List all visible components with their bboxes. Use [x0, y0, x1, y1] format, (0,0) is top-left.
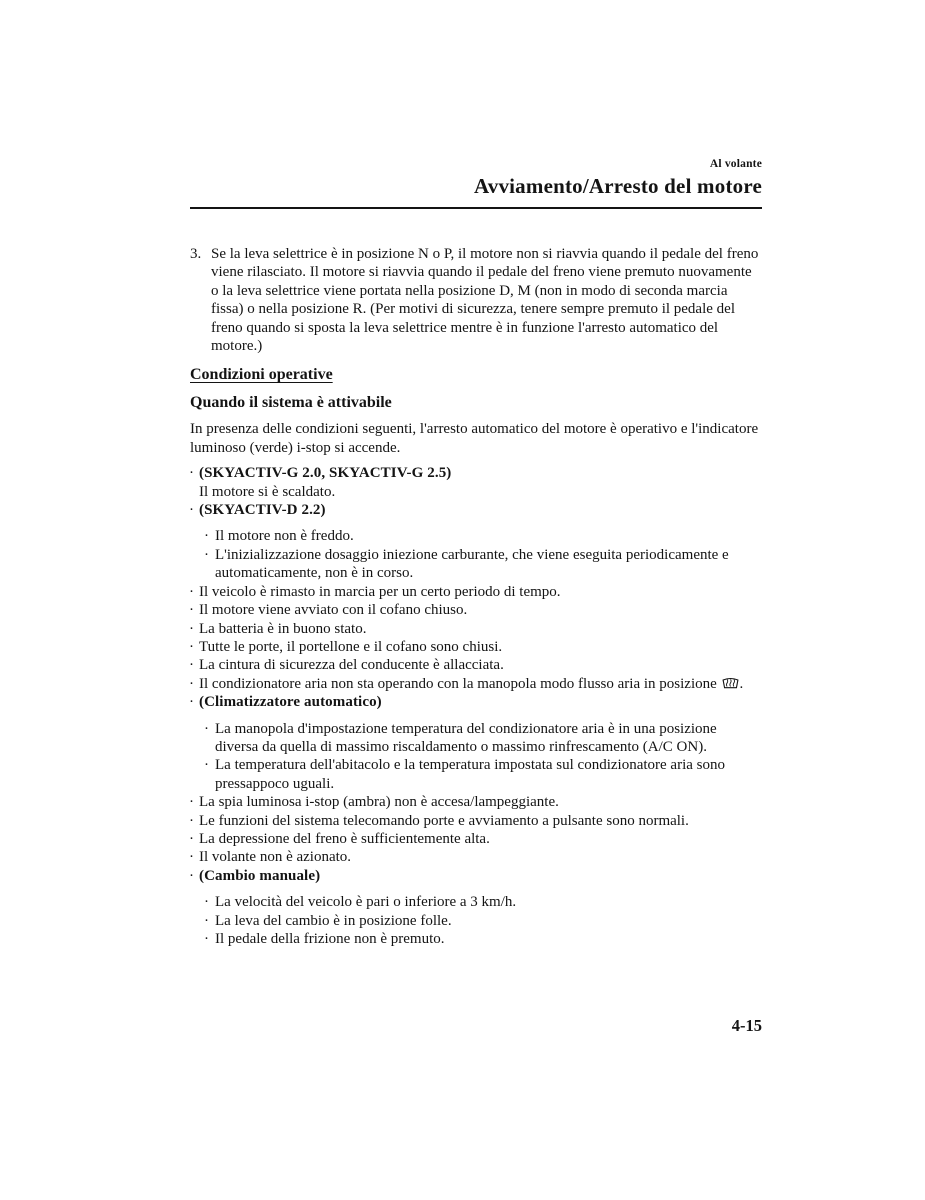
page-content: [190, 157, 762, 948]
condition-item: · La depressione del freno è sufficientemente alta.: [190, 830, 762, 848]
windshield-defrost-icon: [722, 676, 739, 689]
condition-item: · (SKYACTIV-G 2.0, SKYACTIV-G 2.5): [190, 464, 762, 482]
condition-item: · L'inizializzazione dosaggio iniezione carburante, che viene eseguita periodicamente e automaticamente, non è in corso.: [205, 546, 762, 583]
condition-item: · La velocità del veicolo è pari o inferiore a 3 km/h.: [205, 893, 762, 911]
condition-item: · La batteria è in buono stato.: [190, 620, 762, 638]
condition-item: · Il veicolo è rimasto in marcia per un certo periodo di tempo.: [190, 583, 762, 601]
condition-item: · La leva del cambio è in posizione folle.: [205, 912, 762, 930]
item-number: 3.: [190, 246, 202, 262]
section-heading: Condizioni operative: [190, 366, 333, 384]
condition-item: · La cintura di sicurezza del conducente è allacciata.: [190, 656, 762, 674]
condition-item: · La manopola d'impostazione temperatura del condizionatore aria è in una posizione diversa da quella di massimo riscaldamento o massimo rinfrescamento (A/C ON).: [205, 720, 762, 757]
header-rule: [190, 207, 762, 209]
page-title: Avviamento/Arresto del motore: [473, 174, 762, 198]
condition-item: · (SKYACTIV-D 2.2): [190, 501, 762, 519]
header-eyebrow: Al volante: [709, 158, 762, 170]
condition-item: Il motore si è scaldato.: [199, 483, 336, 500]
condition-item: · Il motore non è freddo.: [205, 527, 762, 545]
numbered-item-3: [190, 245, 762, 355]
condition-item: · Il pedale della frizione non è premuto.: [205, 930, 762, 948]
condition-item: · Tutte le porte, il portellone e il cofano sono chiusi.: [190, 638, 762, 656]
condition-item-defrost: · Il condizionatore aria non sta operando con la manopola modo flusso aria in posizione .: [190, 675, 762, 693]
page-number: 4-15: [731, 1016, 762, 1035]
subsection-heading: Quando il sistema è attivabile: [190, 394, 392, 412]
conditions-list: [190, 464, 762, 948]
intro-paragraph: In presenza delle condizioni seguenti, l'arresto automatico del motore è operativo e l'indicatore luminoso (verde) i-stop si accende.: [190, 421, 759, 456]
condition-item: · Il motore viene avviato con il cofano chiuso.: [190, 601, 762, 619]
condition-item: · (Climatizzatore automatico): [190, 693, 762, 711]
condition-item: · Il volante non è azionato.: [190, 848, 762, 866]
condition-item: · La spia luminosa i-stop (ambra) non è accesa/lampeggiante.: [190, 793, 762, 811]
condition-item: · La temperatura dell'abitacolo e la temperatura impostata sul condizionatore aria sono pressappoco uguali.: [205, 756, 762, 793]
condition-item: · (Cambio manuale): [190, 867, 762, 885]
condition-item: · Le funzioni del sistema telecomando porte e avviamento a pulsante sono normali.: [190, 812, 762, 830]
item-text: Se la leva selettrice è in posizione N o P, il motore non si riavvia quando il pedale del freno viene rilasciato. Il motore si riavvia quando il pedale del freno viene premuto nuovamente o la leva selettrice viene portata nella posizione D, M (non in modo di seconda marcia fissa) o nella posizione R. (Per motivi di sicurezza, tenere sempre premuto il pedale del freno quando si sposta la leva selettrice mentre è in funzione l'arresto automatico del motore.): [211, 246, 759, 355]
